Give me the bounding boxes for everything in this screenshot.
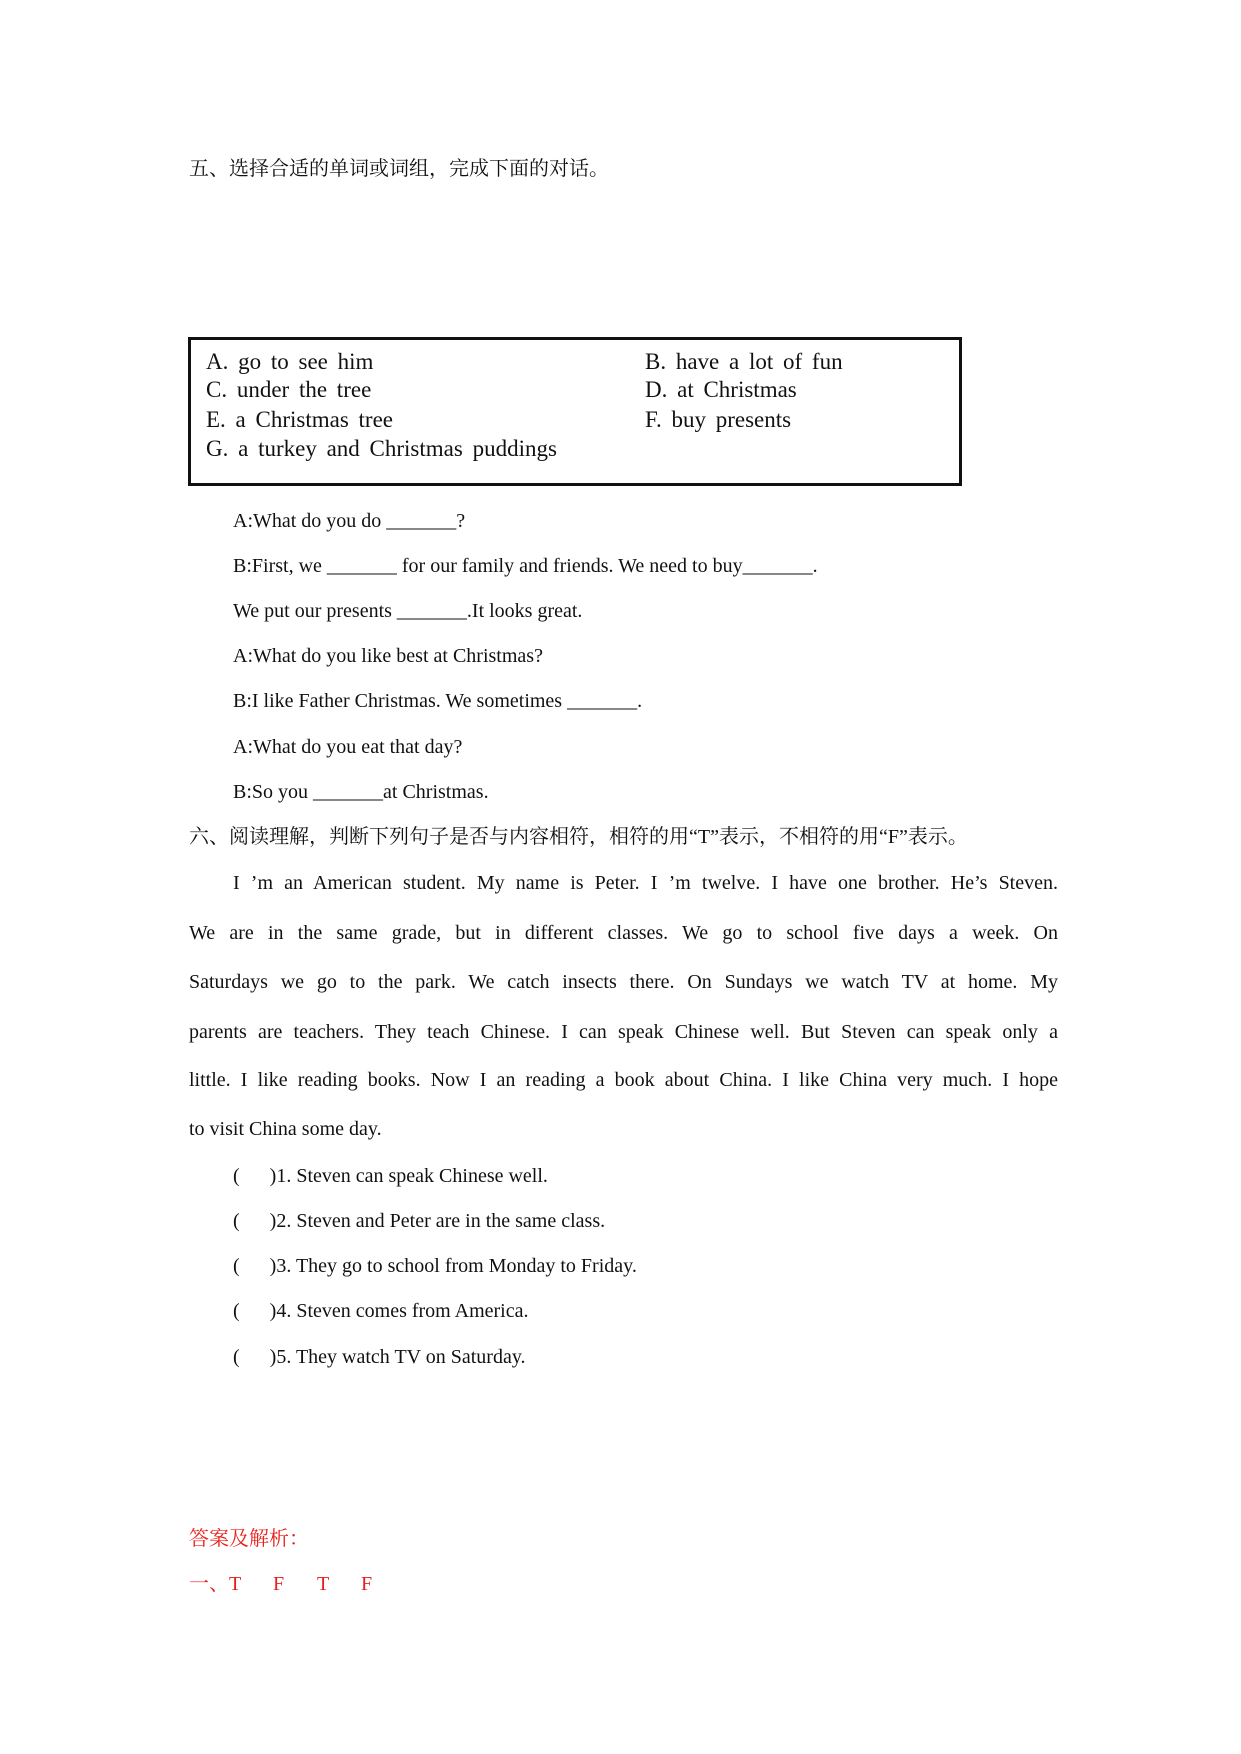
answer-item: F bbox=[361, 1573, 373, 1595]
option-e: E. a Christmas tree bbox=[206, 407, 394, 432]
answer-item: T bbox=[317, 1573, 330, 1595]
dialogue-line: A:What do you eat that day? bbox=[233, 736, 463, 758]
option-a: A. go to see him bbox=[206, 349, 374, 374]
dialogue-line: A:What do you like best at Christmas? bbox=[233, 645, 543, 667]
passage-line: parents are teachers. They teach Chinese. I can speak Chinese well. But Steven can speak only a bbox=[189, 1021, 1058, 1043]
answer-item: F bbox=[273, 1573, 285, 1595]
answers-prefix: 一、 bbox=[189, 1573, 229, 1595]
section6-title: 六、阅读理解，判断下列句子是否与内容相符，相符的用“T”表示，不相符的用“F”表示。 bbox=[189, 826, 968, 848]
question-2: ( )2. Steven and Peter are in the same class. bbox=[233, 1210, 606, 1232]
question-1: ( )1. Steven can speak Chinese well. bbox=[233, 1165, 548, 1187]
question-3: ( )3. They go to school from Monday to Friday. bbox=[233, 1255, 637, 1277]
answers-line-1 bbox=[189, 1572, 372, 1596]
option-f: F. buy presents bbox=[645, 407, 792, 432]
dialogue-line: B:First, we _______ for our family and friends. We need to buy_______. bbox=[233, 555, 818, 577]
dialogue-line: A:What do you do _______? bbox=[233, 510, 466, 532]
option-d: D. at Christmas bbox=[645, 377, 797, 402]
passage-line: to visit China some day. bbox=[189, 1118, 382, 1140]
answer-item: T bbox=[229, 1573, 242, 1595]
section5-title: 五、选择合适的单词或词组，完成下面的对话。 bbox=[189, 158, 609, 180]
question-4: ( )4. Steven comes from America. bbox=[233, 1300, 529, 1322]
option-c: C. under the tree bbox=[206, 377, 372, 402]
dialogue-line: B:So you _______at Christmas. bbox=[233, 781, 489, 803]
answers-title: 答案及解析： bbox=[189, 1528, 309, 1550]
question-5: ( )5. They watch TV on Saturday. bbox=[233, 1346, 526, 1368]
passage-line: little. I like reading books. Now I an reading a book about China. I like China very much. I hope bbox=[189, 1069, 1058, 1091]
dialogue-line: We put our presents _______.It looks great. bbox=[233, 600, 583, 622]
dialogue-line: B:I like Father Christmas. We sometimes _______. bbox=[233, 690, 643, 712]
option-b: B. have a lot of fun bbox=[645, 349, 843, 374]
passage-line: We are in the same grade, but in different classes. We go to school five days a week. On bbox=[189, 922, 1058, 944]
passage-line: Saturdays we go to the park. We catch insects there. On Sundays we watch TV at home. My bbox=[189, 971, 1058, 993]
option-g: G. a turkey and Christmas puddings bbox=[206, 436, 557, 461]
passage-line: I ’m an American student. My name is Peter. I ’m twelve. I have one brother. He’s Steven. bbox=[233, 872, 1058, 894]
